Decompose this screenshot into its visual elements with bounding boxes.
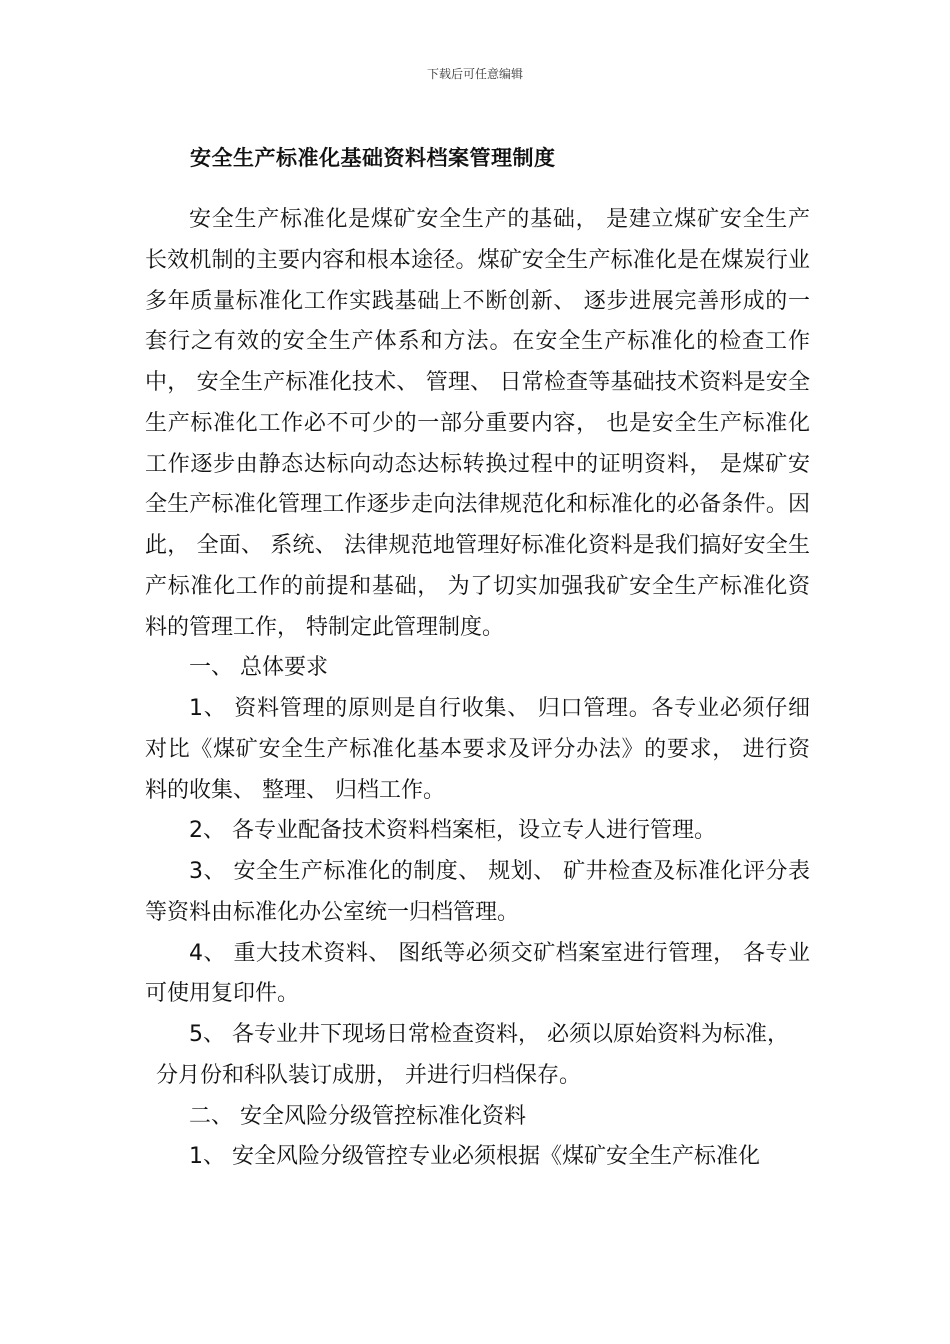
section-1-heading: 一、 总体要求 — [189, 655, 328, 681]
document-body — [145, 200, 810, 1178]
section-1-item-1: 1、 资料管理的原则是自行收集、 归口管理。各专业必须仔细对比《煤矿安全生产标准化基本要求及评分办法》的要求， 进行资料的收集、 整理、 归档工作。 — [145, 696, 810, 803]
section-1-item-4: 4、 重大技术资料、 图纸等必须交矿档案室进行管理， 各专业可使用复印件。 — [145, 940, 810, 1007]
section-1-item-5-line-1: 5、 各专业井下现场日常检查资料， 必须以原始资料为标准， — [189, 1022, 789, 1047]
document-title: 安全生产标准化基础资料档案管理制度 — [190, 146, 556, 170]
section-1-item-2: 2、 各专业配备技术资料档案柜，设立专人进行管理。 — [189, 818, 716, 844]
section-1-item-5-line-2: 分月份和科队装订成册， 并进行归档保存。 — [156, 1062, 581, 1088]
section-1-item-3: 3、 安全生产标准化的制度、 规划、 矿井检查及标准化评分表等资料由标准化办公室统一归档管理。 — [145, 859, 810, 925]
section-2-item-1: 1、 安全风险分级管控专业必须根据《煤矿安全生产标准化 — [189, 1144, 760, 1170]
page-header-note: 下载后可任意编辑 — [426, 67, 523, 81]
intro-paragraph: 安全生产标准化是煤矿安全生产的基础， 是建立煤矿安全生产长效机制的主要内容和根本途径。煤矿安全生产标准化是在煤炭行业多年质量标准化工作实践基础上不断创新、 逐步进展完善形成的一套行之有效的安全生产体系和方法。在安全生产标准化的检查工作中， 安全生产标准化技术、 管理、 日常检查等基础技术资料是安全生产标准化工作必不可少的一部分重要内容， 也是安全生产标准化工作逐步由静态达标向动态达标转换过程中的证明资料， 是煤矿安全生产标准化管理工作逐步走向法律规范化和标准化的必备条件。因此， 全面、 系统、 法律规范地管理好标准化资料是我们搞好安全生产标准化工作的前提和基础， 为了切实加强我矿安全生产标准化资料的管理工作， 特制定此管理制度。 — [145, 207, 810, 640]
section-2-heading: 二、 安全风险分级管控标准化资料 — [189, 1103, 526, 1129]
